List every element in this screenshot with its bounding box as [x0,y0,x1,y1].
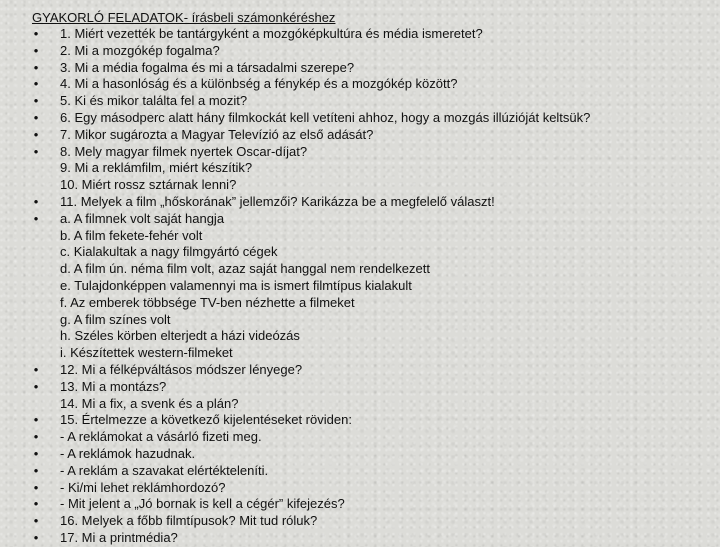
list-item-text: a. A filmnek volt saját hangja [60,210,225,226]
list-item-text: 1. Miért vezették be tantárgyként a mozgóképkultúra és média ismeretet? [60,26,483,41]
slide-content [32,10,712,547]
bullet-icon: • [33,378,39,394]
list-item-text: 12. Mi a félképváltásos módszer lényege? [60,361,303,377]
list-item [32,480,712,497]
bullet-icon: • [33,109,39,125]
bullet-icon: • [33,143,39,159]
list-item-text: h. Széles körben elterjedt a házi videózás [60,328,300,344]
list-item [32,261,712,278]
list-item [32,26,712,43]
list-item-text: 5. Ki és mikor találta fel a mozit? [60,93,248,109]
list-item [32,513,712,530]
list-item [32,244,712,261]
list-item-text: 14. Mi a fix, a svenk és a plán? [60,395,239,411]
list-item [32,295,712,312]
bullet-icon: • [33,26,39,41]
list-item [32,328,712,345]
list-item-text: g. A film színes volt [60,311,171,327]
list-item [32,496,712,513]
list-item [32,160,712,177]
list-item-text: 8. Mely magyar filmek nyertek Oscar-díjat? [60,143,308,159]
list-item-text: d. A film ún. néma film volt, azaz saját hanggal nem rendelkezett [60,261,430,277]
bullet-icon: • [33,479,39,495]
list-item [32,396,712,413]
list-item-text: b. A film fekete-fehér volt [60,227,203,243]
bullet-icon: • [33,529,39,545]
bullet-icon: • [33,361,39,377]
bullet-icon: • [33,42,39,58]
list-item-text: - Ki/mi lehet reklámhordozó? [60,479,226,495]
list-item-text: 3. Mi a média fogalma és mi a társadalmi szerepe? [60,59,355,75]
list-item [32,412,712,429]
list-item [32,228,712,245]
list-item-text: 2. Mi a mozgókép fogalma? [60,42,220,58]
list-item-text: - A reklám a szavakat elértékteleníti. [60,462,269,478]
list-item [32,127,712,144]
bullet-icon: • [33,412,39,428]
list-item-text: - A reklámokat a vásárló fizeti meg. [60,429,262,445]
list-item-text: f. Az emberek többsége TV-ben nézhette a filmeket [60,294,355,310]
list-item-text: 6. Egy másodperc alatt hány filmkockát kell vetíteni ahhoz, hogy a mozgás illúzióját keltsük? [60,109,591,125]
list-item-text: - Mit jelent a „Jó bornak is kell a cégér” kifejezés? [60,496,345,512]
bullet-icon: • [33,76,39,92]
bullet-icon: • [33,210,39,226]
list-item-text: 15. Értelmezze a következő kijelentéseket röviden: [60,412,352,428]
bullet-icon: • [33,193,39,209]
list-item [32,429,712,446]
list-item-text: - A reklámok hazudnak. [60,445,196,461]
list-item-text: 7. Mikor sugározta a Magyar Televízió az első adását? [60,126,374,142]
list-item [32,76,712,93]
list-item [32,530,712,547]
bullet-icon: • [33,496,39,512]
list-item-text: 13. Mi a montázs? [60,378,167,394]
list-item-text: c. Kialakultak a nagy filmgyártó cégek [60,244,278,260]
list-item [32,144,712,161]
bullet-icon: • [33,462,39,478]
bullet-icon: • [33,513,39,529]
list-item [32,194,712,211]
list-item [32,362,712,379]
list-item [32,463,712,480]
list-item [32,446,712,463]
list-item-text: 17. Mi a printmédia? [60,529,178,545]
list-item [32,312,712,329]
list-item-text: 11. Melyek a film „hőskorának” jellemzői? Karikázza be a megfelelő választ! [60,193,495,209]
list-item-text: 16. Melyek a főbb filmtípusok? Mit tud róluk? [60,513,318,529]
list-item-text: 10. Miért rossz sztárnak lenni? [60,177,237,193]
list-item [32,60,712,77]
list-item-text: 9. Mi a reklámfilm, miért készítik? [60,160,253,176]
list-item-text: 4. Mi a hasonlóság és a különbség a fénykép és a mozgókép között? [60,76,458,92]
bullet-icon: • [33,445,39,461]
page-title: GYAKORLÓ FELADATOK- írásbeli számonkéréshez [32,10,336,25]
bullet-icon: • [33,126,39,142]
list-item [32,211,712,228]
list-item [32,43,712,60]
list-item [32,177,712,194]
bullet-icon: • [33,59,39,75]
list-item-text: i. Készítettek western-filmeket [60,345,233,361]
list-item [32,93,712,110]
list-item [32,278,712,295]
list-item [32,345,712,362]
bullet-icon: • [33,93,39,109]
bullet-icon: • [33,429,39,445]
question-list [32,26,712,547]
list-item [32,379,712,396]
list-item [32,110,620,127]
list-item-text: e. Tulajdonképpen valamennyi ma is ismert filmtípus kialakult [60,277,412,293]
